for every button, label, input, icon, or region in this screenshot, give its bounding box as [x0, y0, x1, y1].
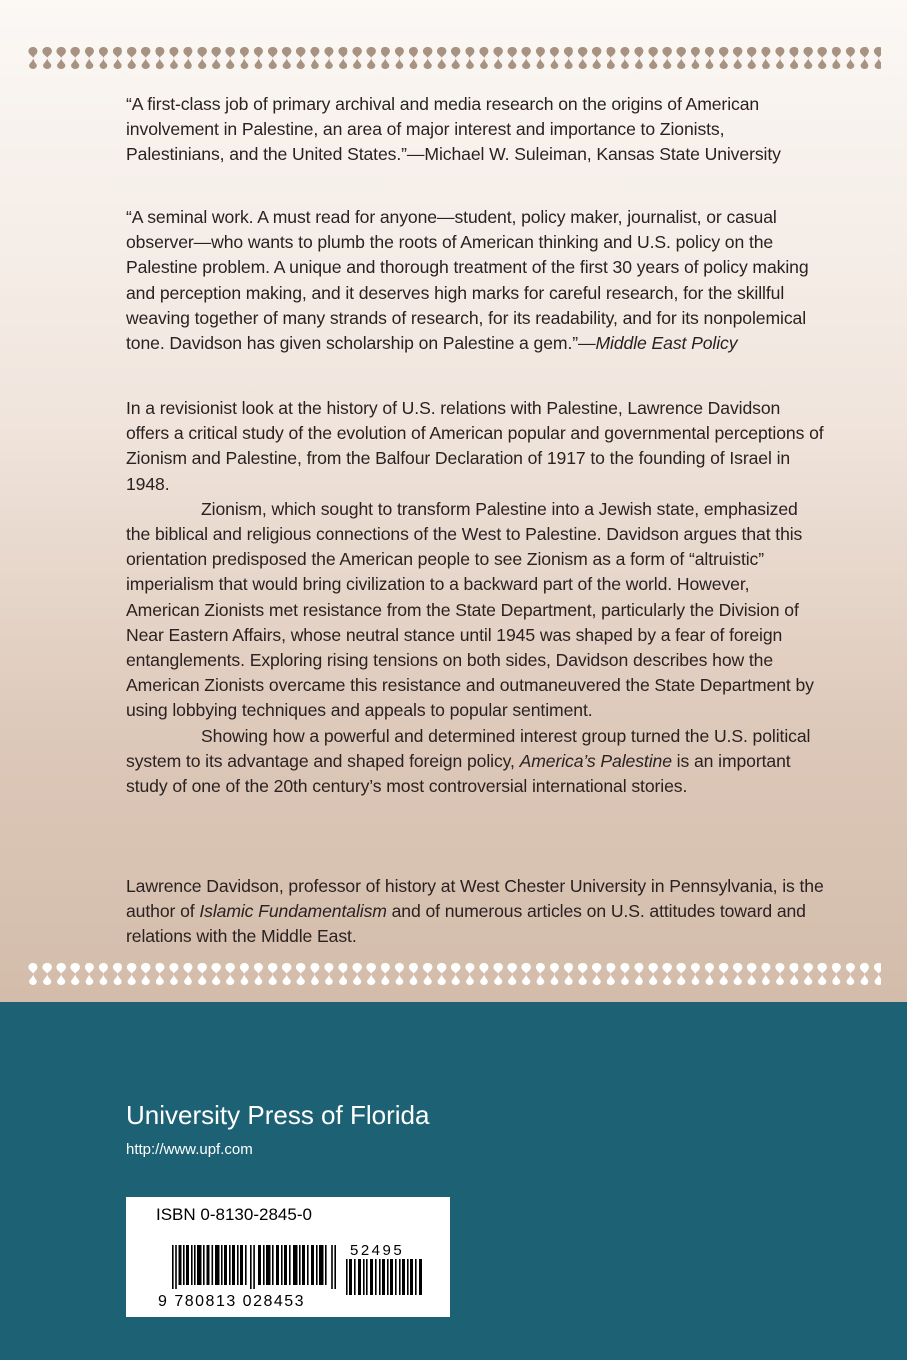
- book-title-reference: America’s Palestine: [519, 750, 672, 771]
- top-ornament-border: [26, 45, 881, 71]
- quote-2-paragraph: [126, 205, 826, 356]
- description-paragraph-3-start: Showing how a powerful and determined interest group turned the U.S. political system to its advantage and shaped foreign policy,: [126, 725, 811, 771]
- description-paragraph-3-end: is an important study of one of the 20th century’s most controversial international stories.: [126, 750, 791, 797]
- author-other-book-title: Islamic Fundamentalism: [199, 901, 387, 922]
- ean-digits: 9 780813 028453: [158, 1293, 306, 1310]
- author-bio-paragraph: [126, 874, 826, 950]
- quote-2-source: Middle East Policy: [595, 333, 738, 354]
- ean-barcode: [172, 1245, 336, 1289]
- description-paragraph-3: [126, 724, 826, 800]
- author-bio-start: Lawrence Davidson, professor of history at West Chester University in Pennsylvania, is the author of: [126, 876, 824, 922]
- publisher-name: University Press of Florida: [126, 1100, 430, 1130]
- description-paragraph-1: In a revisionist look at the history of U.S. relations with Palestine, Lawrence Davidson offers a critical study of the evolution of American popular and governmental perceptions of Zionism and Palestine, from the Balfour Declaration of 1917 to the founding of Israel in 1948.: [126, 398, 824, 494]
- quote-2-text: “A seminal work. A must read for anyone—student, policy maker, journalist, or casual observer—who wants to plumb the roots of American thinking and U.S. policy on the Palestine problem. A unique and thorough treatment of the first 30 years of policy making and perception making, and it deserves high marks for careful research, for the skillful weaving together of many strands of research, for its readability, and for its nonpolemical tone. Davidson has given scholarship on Palestine a gem.”—: [126, 207, 809, 354]
- author-bio-end: and of numerous articles on U.S. attitudes toward and relations with the Middle East.: [126, 901, 806, 947]
- author-bio: [126, 874, 826, 950]
- quote-1-text: “A first-class job of primary archival and media research on the origins of American involvement in Palestine, an area of major interest and importance to Zionists, Palestinians, and the United States.”—Michael W. Suleiman, Kansas State University: [126, 94, 781, 165]
- book-description: [126, 396, 826, 799]
- bottom-ornament-border: [26, 961, 881, 987]
- isbn-label: ISBN 0-8130-2845-0: [156, 1205, 312, 1224]
- price-code-digits: 52495: [350, 1242, 405, 1259]
- publisher-url: http://www.upf.com: [126, 1141, 253, 1158]
- description-paragraph-2: Zionism, which sought to transform Palestine into a Jewish state, emphasized the biblical and religious connections of the West to Palestine. Davidson argues that this orientation predisposed the American people to see Zionism as a form of “altruistic” imperialism that would bring civilization to a backward part of the world. However, American Zionists met resistance from the State Department, particularly the Division of Near Eastern Affairs, whose neutral stance until 1945 was shaped by a fear of foreign entanglements. Exploring rising tensions on both sides, Davidson describes how the American Zionists overcame this resistance and outmaneuvered the State Department by using lobbying techniques and appeals to popular sentiment.: [126, 498, 814, 721]
- blurb-quote-1: [126, 92, 826, 168]
- barcode-panel: [126, 1197, 450, 1317]
- blurb-quote-2: [126, 205, 826, 356]
- price-code-barcode: [346, 1259, 422, 1295]
